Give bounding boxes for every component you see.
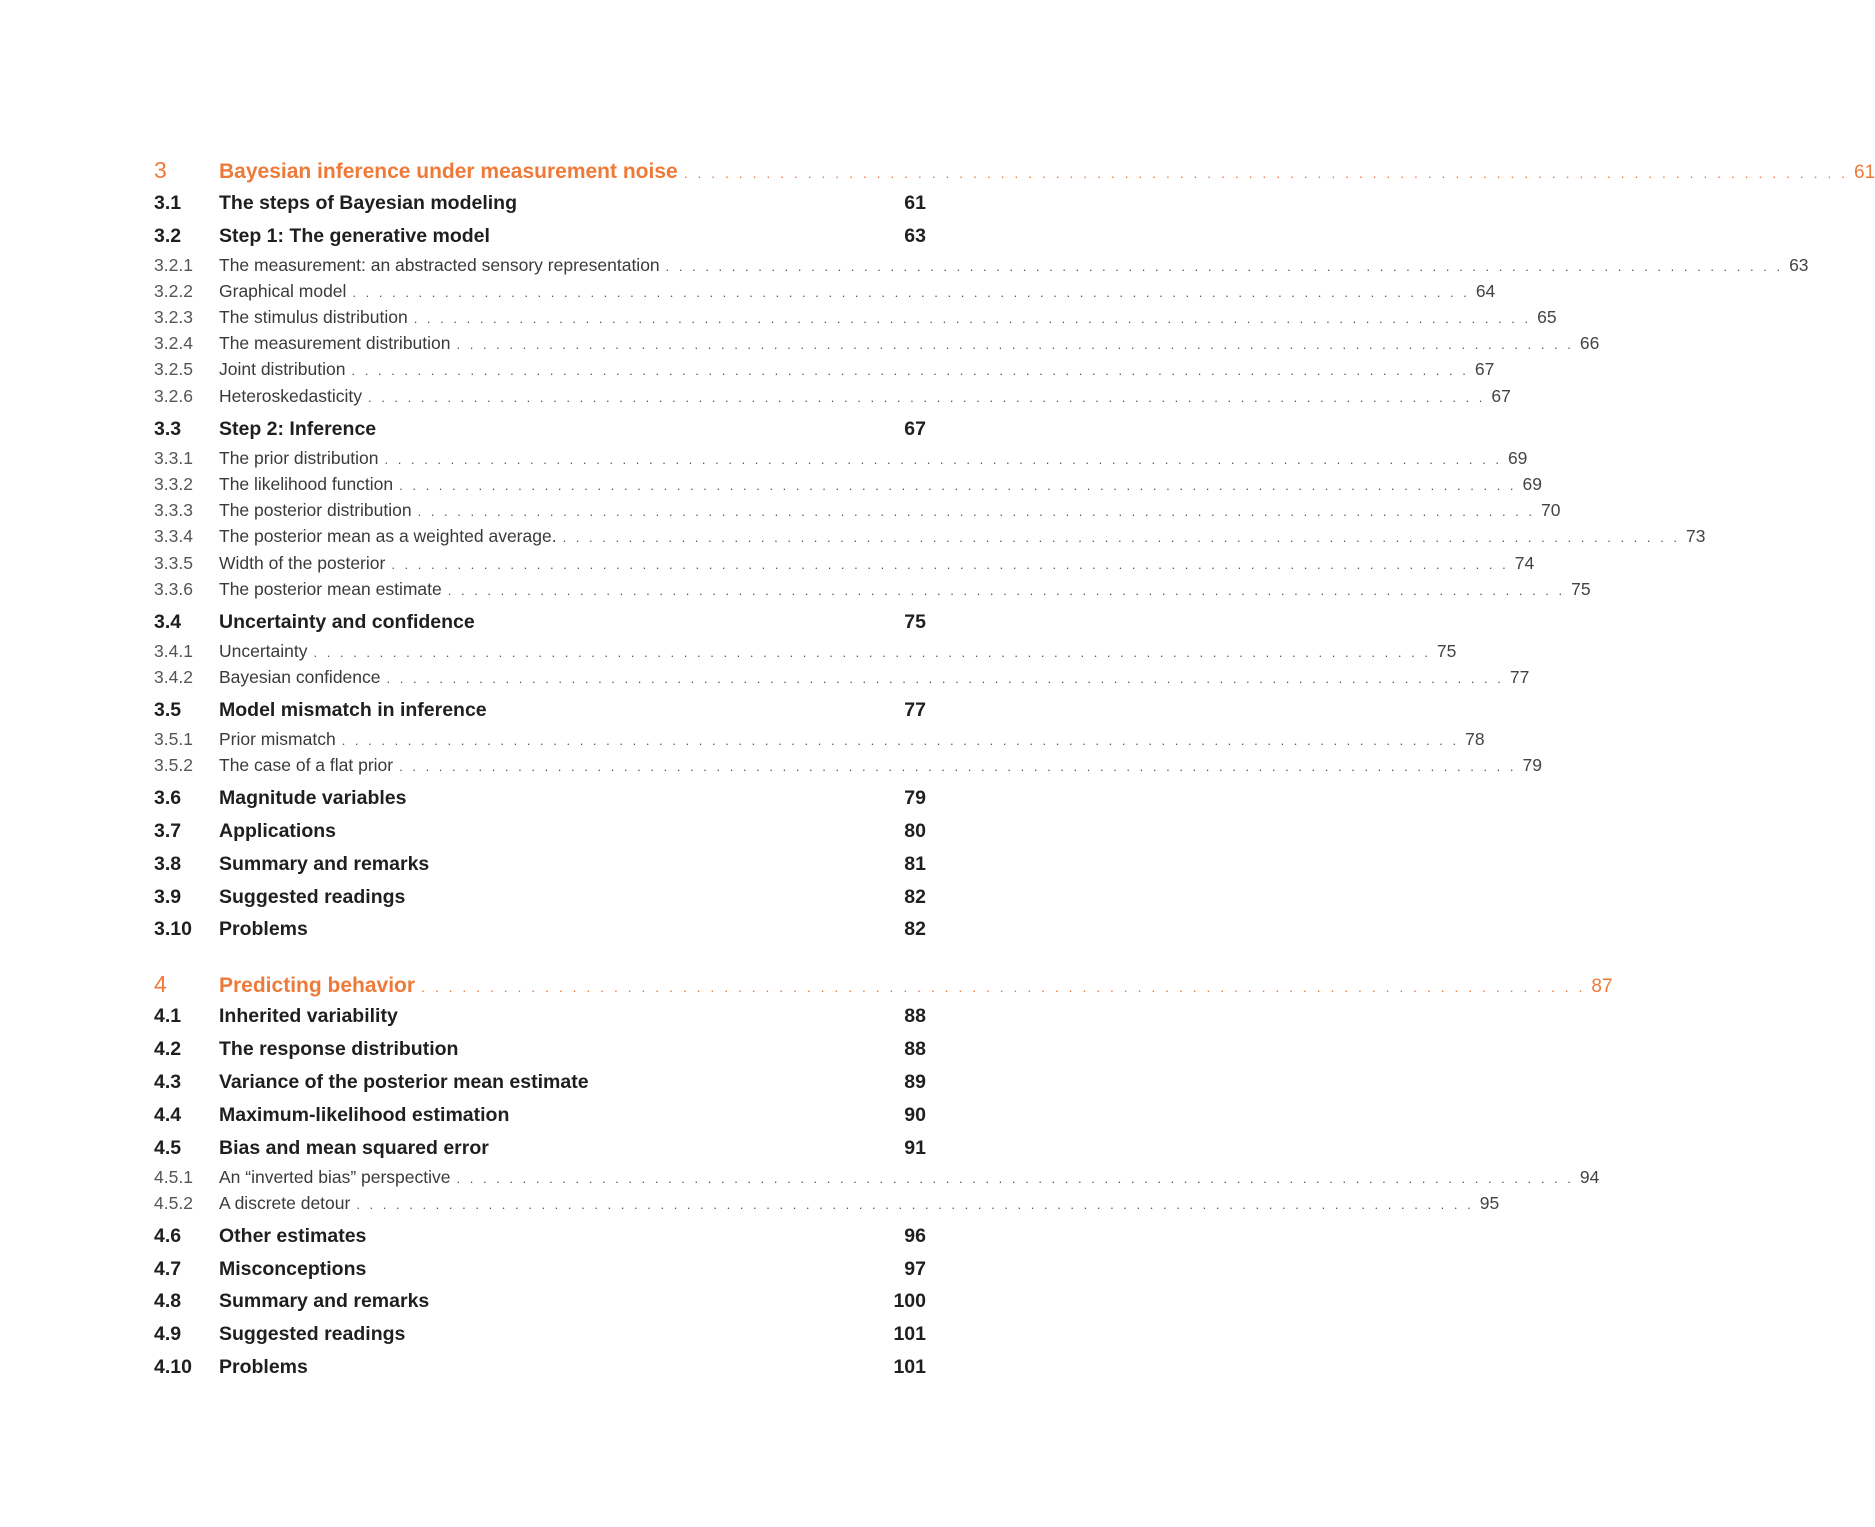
toc-entry-title[interactable]: Suggested readings: [219, 1323, 406, 1345]
toc-entry-title[interactable]: Magnitude variables: [219, 787, 407, 809]
toc-entry-page: 75: [1571, 579, 1591, 599]
toc-entry-page: 67: [1491, 386, 1511, 406]
toc-entry-number: 4: [154, 971, 167, 997]
toc-entry-number: 3.1: [154, 192, 182, 214]
toc-entry-title[interactable]: The posterior distribution: [219, 500, 412, 520]
toc-subsection-row[interactable]: [154, 474, 1543, 495]
toc-entry-page: 70: [1541, 500, 1561, 520]
toc-section-row[interactable]: [154, 699, 926, 722]
toc-entry-title[interactable]: Bayesian inference under measurement noise: [219, 160, 678, 183]
toc-dot-leader: . . . . . . . . . . . . . . . . . . . . . . . . . . . . . . . . . . . . . . . . . . . . . . . . . . . . . . . . . . . . . . . . . . . . . . . . . . . . . . . . . . . . .: [456, 1171, 1574, 1186]
toc-section-row[interactable]: [154, 1323, 926, 1346]
toc-entry-number: 3.8: [154, 853, 182, 875]
toc-entry-title[interactable]: Maximum-likelihood estimation: [219, 1104, 510, 1126]
toc-entry-page: 80: [904, 820, 926, 842]
toc-subsection-row[interactable]: [154, 667, 1530, 688]
toc-entry-title[interactable]: Width of the posterior: [219, 553, 386, 573]
toc-entry-page: 87: [1591, 976, 1613, 997]
toc-entry-title[interactable]: Predicting behavior: [219, 974, 416, 997]
toc-section-row[interactable]: [154, 225, 926, 248]
toc-dot-leader: . . . . . . . . . . . . . . . . . . . . . . . . . . . . . . . . . . . . . . . . . . . . . . . . . . . . . . . . . . . . . . . . . . . . . . . . . . . . . . . . . . . . .: [421, 979, 1586, 995]
toc-entry-number: 4.6: [154, 1225, 182, 1247]
toc-entry-page: 94: [1579, 1167, 1600, 1187]
toc-dot-leader: . . . . . . . . . . . . . . . . . . . . . . . . . . . . . . . . . . . . . . . . . . . . . . . . . . . . . . . . . . . . . . . . . . . . . . . . . . . . . . . . . . . . .: [367, 390, 1486, 405]
toc-subsection-row[interactable]: [154, 553, 1535, 574]
toc-entry-page: 63: [1789, 255, 1809, 275]
toc-entry-number: 3.2: [154, 225, 182, 247]
toc-section-row[interactable]: [154, 1071, 926, 1094]
toc-entry-page: 100: [893, 1290, 926, 1312]
toc-entry-title[interactable]: The stimulus distribution: [219, 307, 408, 327]
toc-entry-number: 3.3.2: [154, 474, 193, 494]
toc-entry-title[interactable]: The measurement: an abstracted sensory representation: [219, 255, 660, 275]
toc-entry-number: 3.4.2: [154, 667, 193, 687]
toc-entry-page: 63: [904, 225, 926, 247]
toc-subsection-row[interactable]: [154, 641, 1457, 662]
toc-section-row[interactable]: [154, 1290, 926, 1313]
toc-entry-number: 4.9: [154, 1323, 182, 1345]
toc-dot-leader: . . . . . . . . . . . . . . . . . . . . . . . . . . . . . . . . . . . . . . . . . . . . . . . . . . . . . . . . . . . . . . . . . . . . . . . . . . . . . . . . . . . . .: [341, 733, 1460, 748]
toc-entry-page: 69: [1507, 448, 1528, 468]
toc-dot-leader: . . . . . . . . . . . . . . . . . . . . . . . . . . . . . . . . . . . . . . . . . . . . . . . . . . . . . . . . . . . . . . . . . . . . . . . . . . . . . . . . . . . . .: [391, 557, 1509, 572]
toc-entry-page: 81: [904, 853, 926, 875]
toc-entry-page: 74: [1514, 553, 1535, 573]
toc-entry-number: 3.3.1: [154, 448, 193, 468]
toc-entry-title[interactable]: Uncertainty and confidence: [219, 611, 475, 633]
toc-entry-page: 61: [904, 192, 926, 214]
toc-entry-number: 4.4: [154, 1104, 182, 1126]
toc-entry-title[interactable]: Variance of the posterior mean estimate: [219, 1071, 589, 1093]
toc-subsection-row[interactable]: [154, 526, 1706, 547]
toc-section-row[interactable]: [154, 1137, 926, 1160]
toc-subsection-row[interactable]: [154, 1193, 1500, 1214]
toc-entry-number: 4.5.1: [154, 1167, 193, 1187]
toc-entry-title[interactable]: Step 1: The generative model: [219, 225, 490, 247]
toc-entry-number: 3.3.5: [154, 553, 193, 573]
toc-entry-title[interactable]: Problems: [219, 1356, 308, 1378]
toc-dot-leader: . . . . . . . . . . . . . . . . . . . . . . . . . . . . . . . . . . . . . . . . . . . . . . . . . . . . . . . . . . . . . . . . . . . . . . . . . . . . . . . . . . . . .: [399, 478, 1517, 493]
toc-subsection-row[interactable]: [154, 579, 1591, 600]
toc-entry-page: 77: [1509, 667, 1530, 687]
toc-entry-number: 3.2.4: [154, 333, 193, 353]
toc-entry-page: 97: [904, 1258, 926, 1280]
toc-entry-title[interactable]: The measurement distribution: [219, 333, 451, 353]
toc-entry-page: 75: [904, 611, 926, 633]
toc-section-row[interactable]: [154, 886, 926, 909]
toc-subsection-row[interactable]: [154, 255, 1809, 276]
toc-entry-page: 89: [904, 1071, 926, 1093]
toc-entry-number: 4.5: [154, 1137, 182, 1159]
toc-entry-number: 3.3.6: [154, 579, 193, 599]
toc-entry-page: 67: [904, 418, 926, 440]
toc-entry-page: 67: [1474, 359, 1495, 379]
toc-entry-number: 4.5.2: [154, 1193, 193, 1213]
toc-section-row[interactable]: [154, 611, 926, 634]
toc-section-row[interactable]: [154, 1258, 926, 1281]
toc-entry-page: 90: [904, 1104, 926, 1126]
toc-entry-title[interactable]: An “inverted bias” perspective: [219, 1167, 451, 1187]
toc-section-row[interactable]: [154, 1038, 926, 1061]
toc-subsection-row[interactable]: [154, 281, 1496, 302]
toc-subsection-row[interactable]: [154, 307, 1557, 328]
toc-subsection-row[interactable]: [154, 333, 1600, 354]
toc-entry-number: 4.7: [154, 1258, 182, 1280]
toc-entry-title[interactable]: Bayesian confidence: [219, 667, 381, 687]
toc-entry-title[interactable]: Summary and remarks: [219, 853, 430, 875]
toc-entry-number: 3.2.6: [154, 386, 193, 406]
toc-entry-page: 95: [1479, 1193, 1500, 1213]
toc-subsection-row[interactable]: [154, 729, 1485, 750]
toc-section-row[interactable]: [154, 918, 926, 941]
toc-subsection-row[interactable]: [154, 448, 1528, 469]
toc-entry-page: 91: [904, 1137, 926, 1159]
toc-section-row[interactable]: [154, 418, 926, 441]
toc-entry-title[interactable]: The prior distribution: [219, 448, 379, 468]
toc-dot-leader: . . . . . . . . . . . . . . . . . . . . . . . . . . . . . . . . . . . . . . . . . . . . . . . . . . . . . . . . . . . . . . . . . . . . . . . . . . . . . . . . . . . . .: [447, 583, 1566, 598]
toc-dot-leader: . . . . . . . . . . . . . . . . . . . . . . . . . . . . . . . . . . . . . . . . . . . . . . . . . . . . . . . . . . . . . . . . . . . . . . . . . . . . . . . . . . . . .: [386, 671, 1504, 686]
toc-entry-number: 3.9: [154, 886, 182, 908]
toc-entry-title[interactable]: Other estimates: [219, 1225, 367, 1247]
toc-entry-page: 88: [904, 1005, 926, 1027]
toc-entry-page: 79: [1522, 755, 1542, 775]
toc-entry-title[interactable]: Applications: [219, 820, 337, 842]
toc-entry-page: 61: [1854, 162, 1875, 183]
toc-section-row[interactable]: [154, 853, 926, 876]
toc-entry-title[interactable]: The steps of Bayesian modeling: [219, 192, 517, 214]
toc-section-row[interactable]: [154, 1104, 926, 1127]
toc-entry-title[interactable]: The likelihood function: [219, 474, 394, 494]
toc-entry-page: 73: [1685, 526, 1706, 546]
toc-entry-title[interactable]: The response distribution: [219, 1038, 459, 1060]
toc-entry-number: 3.2.3: [154, 307, 193, 327]
toc-entry-page: 101: [893, 1356, 926, 1378]
toc-entry-page: 79: [904, 787, 926, 809]
toc-entry-page: 65: [1537, 307, 1557, 327]
toc-entry-number: 4.8: [154, 1290, 182, 1312]
toc-entry-title[interactable]: Model mismatch in inference: [219, 699, 487, 721]
toc-section-row[interactable]: [154, 1225, 926, 1248]
toc-section-row[interactable]: [154, 787, 926, 810]
toc-entry-number: 3.5.2: [154, 755, 193, 775]
toc-entry-number: 3.5.1: [154, 729, 193, 749]
toc-dot-leader: . . . . . . . . . . . . . . . . . . . . . . . . . . . . . . . . . . . . . . . . . . . . . . . . . . . . . . . . . . . . . . . . . . . . . . . . . . . . . . . . . . . . .: [562, 530, 1680, 545]
toc-dot-leader: . . . . . . . . . . . . . . . . . . . . . . . . . . . . . . . . . . . . . . . . . . . . . . . . . . . . . . . . . . . . . . . . . . . . . . . . . . . . . . . . . . . . .: [352, 285, 1470, 300]
toc-entry-title[interactable]: Graphical model: [219, 281, 347, 301]
toc-entry-number: 3.3: [154, 418, 182, 440]
toc-dot-leader: . . . . . . . . . . . . . . . . . . . . . . . . . . . . . . . . . . . . . . . . . . . . . . . . . . . . . . . . . . . . . . . . . . . . . . . . . . . . . . . . . . . . .: [356, 1197, 1474, 1212]
toc-entry-title[interactable]: Joint distribution: [219, 359, 346, 379]
toc-entry-number: 3.4.1: [154, 641, 193, 661]
toc-entry-page: 64: [1475, 281, 1496, 301]
toc-entry-number: 3: [154, 157, 167, 183]
toc-entry-page: 78: [1465, 729, 1485, 749]
toc-dot-leader: . . . . . . . . . . . . . . . . . . . . . . . . . . . . . . . . . . . . . . . . . . . . . . . . . . . . . . . . . . . . . . . . . . . . . . . . . . . . . . . . . . . . .: [456, 337, 1574, 352]
toc-dot-leader: . . . . . . . . . . . . . . . . . . . . . . . . . . . . . . . . . . . . . . . . . . . . . . . . . . . . . . . . . . . . . . . . . . . . . . . . . . . . . . . . . . . . .: [384, 452, 1502, 467]
toc-entry-number: 3.3.3: [154, 500, 193, 520]
toc-chapter-row[interactable]: [154, 971, 1613, 998]
toc-section-row[interactable]: [154, 1356, 926, 1379]
toc-dot-leader: . . . . . . . . . . . . . . . . . . . . . . . . . . . . . . . . . . . . . . . . . . . . . . . . . . . . . . . . . . . . . . . . . . . . . . . . . . . . . . . . . . . . .: [683, 165, 1849, 181]
toc-section-row[interactable]: [154, 1005, 926, 1028]
toc-dot-leader: . . . . . . . . . . . . . . . . . . . . . . . . . . . . . . . . . . . . . . . . . . . . . . . . . . . . . . . . . . . . . . . . . . . . . . . . . . . . . . . . . . . . .: [399, 759, 1517, 774]
toc-entry-number: 3.10: [154, 918, 192, 940]
toc-entry-title[interactable]: Summary and remarks: [219, 1290, 430, 1312]
toc-entry-number: 3.6: [154, 787, 182, 809]
toc-dot-leader: . . . . . . . . . . . . . . . . . . . . . . . . . . . . . . . . . . . . . . . . . . . . . . . . . . . . . . . . . . . . . . . . . . . . . . . . . . . . . . . . . . . . .: [413, 311, 1532, 326]
toc-entry-title[interactable]: Bias and mean squared error: [219, 1137, 489, 1159]
toc-subsection-row[interactable]: [154, 1167, 1600, 1188]
toc-chapter-row[interactable]: [154, 157, 1875, 184]
toc-entry-number: 3.3.4: [154, 526, 193, 546]
toc-entry-page: 75: [1436, 641, 1457, 661]
toc-dot-leader: . . . . . . . . . . . . . . . . . . . . . . . . . . . . . . . . . . . . . . . . . . . . . . . . . . . . . . . . . . . . . . . . . . . . . . . . . . . . . . . . . . . . .: [417, 504, 1536, 519]
toc-entry-number: 3.2.2: [154, 281, 193, 301]
toc-entry-title[interactable]: Step 2: Inference: [219, 418, 377, 440]
toc-entry-number: 4.1: [154, 1005, 182, 1027]
toc-entry-title[interactable]: Uncertainty: [219, 641, 308, 661]
toc-entry-page: 88: [904, 1038, 926, 1060]
toc-entry-title[interactable]: The posterior mean as a weighted average.: [219, 526, 557, 546]
toc-entry-title[interactable]: A discrete detour: [219, 1193, 351, 1213]
toc-subsection-row[interactable]: [154, 386, 1511, 407]
toc-section-row[interactable]: [154, 820, 926, 843]
toc-section-row[interactable]: [154, 192, 926, 215]
toc-entry-title[interactable]: Prior mismatch: [219, 729, 336, 749]
toc-entry-number: 3.5: [154, 699, 182, 721]
toc-subsection-row[interactable]: [154, 500, 1561, 521]
toc-entry-number: 4.3: [154, 1071, 182, 1093]
toc-entry-number: 4.10: [154, 1356, 192, 1378]
toc-entry-page: 69: [1522, 474, 1543, 494]
toc-entry-page: 82: [904, 918, 926, 940]
toc-entry-title[interactable]: Problems: [219, 918, 308, 940]
toc-dot-leader: . . . . . . . . . . . . . . . . . . . . . . . . . . . . . . . . . . . . . . . . . . . . . . . . . . . . . . . . . . . . . . . . . . . . . . . . . . . . . . . . . . . . .: [313, 645, 1431, 660]
toc-entry-page: 101: [893, 1323, 926, 1345]
toc-entry-title[interactable]: Misconceptions: [219, 1258, 367, 1280]
toc-entry-page: 82: [904, 886, 926, 908]
toc-entry-title[interactable]: Inherited variability: [219, 1005, 398, 1027]
toc-dot-leader: . . . . . . . . . . . . . . . . . . . . . . . . . . . . . . . . . . . . . . . . . . . . . . . . . . . . . . . . . . . . . . . . . . . . . . . . . . . . . . . . . . . . .: [351, 363, 1469, 378]
toc-entry-number: 3.2.5: [154, 359, 193, 379]
toc-entry-title[interactable]: Heteroskedasticity: [219, 386, 362, 406]
toc-subsection-row[interactable]: [154, 359, 1495, 380]
toc-entry-number: 3.4: [154, 611, 182, 633]
toc-entry-page: 66: [1579, 333, 1600, 353]
toc-entry-number: 3.7: [154, 820, 182, 842]
toc-entry-title[interactable]: The posterior mean estimate: [219, 579, 442, 599]
toc-entry-title[interactable]: The case of a flat prior: [219, 755, 394, 775]
toc-subsection-row[interactable]: [154, 755, 1542, 776]
toc-entry-number: 3.2.1: [154, 255, 193, 275]
toc-dot-leader: . . . . . . . . . . . . . . . . . . . . . . . . . . . . . . . . . . . . . . . . . . . . . . . . . . . . . . . . . . . . . . . . . . . . . . . . . . . . . . . . . . . . .: [665, 259, 1784, 274]
toc-entry-title[interactable]: Suggested readings: [219, 886, 406, 908]
toc-entry-number: 4.2: [154, 1038, 182, 1060]
toc-entry-page: 96: [904, 1225, 926, 1247]
toc-entry-page: 77: [904, 699, 926, 721]
